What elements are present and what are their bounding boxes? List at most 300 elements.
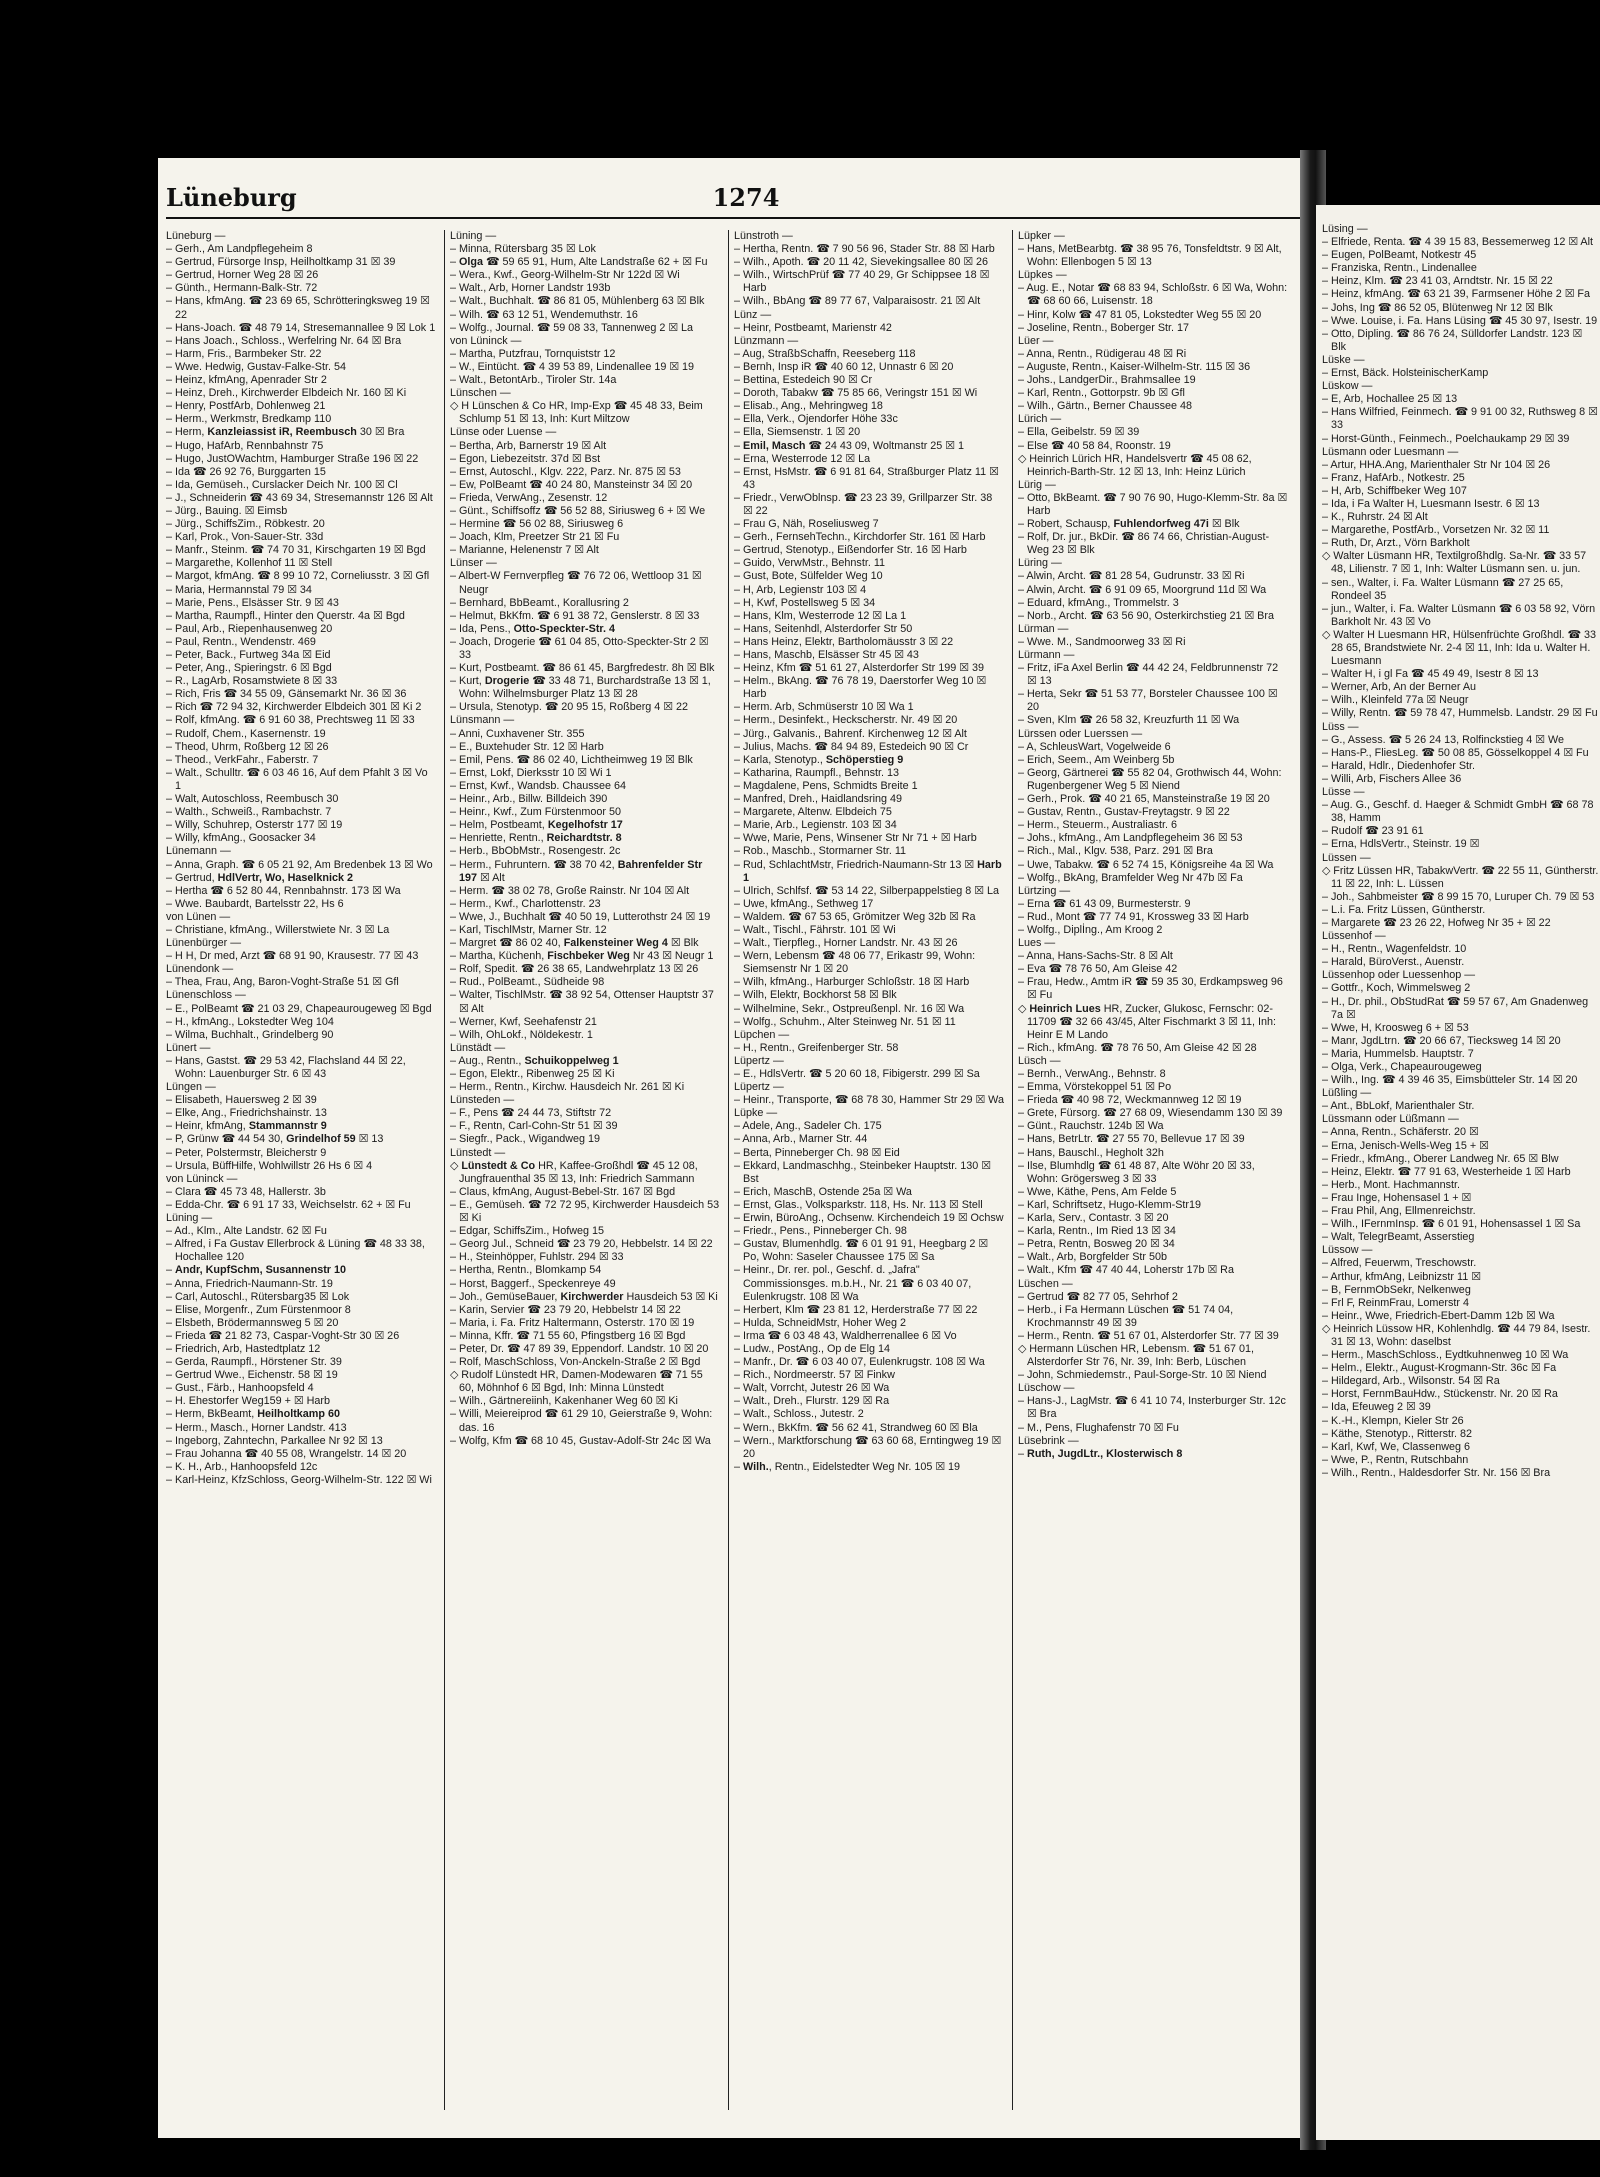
directory-entry: – Peter, Back., Furtweg 34a ☒ Eid [166,649,331,661]
directory-entry: – Heinz, kfmAng, Apenrader Str 2 [166,374,327,387]
directory-entry: – Manfr., Steinm. ☎ 74 70 31, Kirschgarten 19 ☒ Bgd [166,544,426,557]
directory-entry: – Elfriede, Renta. ☎ 4 39 15 83, Bessemerweg 12 ☒ Alt [1322,236,1594,249]
directory-entry: – Gerh., Am Landpflegeheim 8 [166,243,313,256]
directory-entry: – Heinr, Postbeamt, Marienstr 42 [734,321,892,334]
directory-entry: – Aug. G., Geschf. d. Haeger & Schmidt GmbH ☎ 68 78 38, Hamm [1322,799,1594,825]
directory-entry: – Elsbeth, Brödermannsweg 5 ☒ 20 [166,1316,339,1329]
directory-entry: – Martha, Küchenh, Fischbeker Weg Nr 43 ☒ Neugr 1 [450,950,714,963]
directory-entry: – Horst, FernmBauHdw., Stückenstr. Nr. 20 ☒ Ra [1322,1388,1558,1401]
directory-entry: – Olga ☎ 59 65 91, Hum, Alte Landstraße 62 + ☒ Fu [450,256,708,269]
directory-entry: – Herm., Steuerm., Australiastr. 6 [1018,819,1178,832]
directory-entry: – Eugen, PolBeamt, Notkestr 45 [1322,249,1477,262]
directory-entry: – Norb., Archt. ☎ 63 56 90, Osterkirchstieg 21 ☒ Bra [1018,609,1274,622]
directory-entry: – Wolfg., Journal. ☎ 59 08 33, Tannenweg 2 ☒ La [450,321,694,334]
directory-entry: ◇ Walter Lüsmann HR, Textilgroßhdlg. Sa-Nr. ☎ 33 57 48, Lilienstr. 7 ☒ 1, Inh: Walter Lüsmann sen. u. jun. [1322,550,1587,576]
directory-entry: – Jürg., Bauing. ☒ Eimsb [166,504,288,517]
directory-entry: – Johs., LandgerDir., Brahmsallee 19 [1018,374,1196,387]
page-header [166,183,1306,219]
directory-entry: – Ida, Pens., Otto-Speckter-Str. 4 [450,622,616,635]
directory-entry: – Karl, TischlMstr, Marner Str. 12 [450,923,607,936]
directory-entry: – Wilh., Rentn., Eidelstedter Weg Nr. 105 ☒ 19 [734,1460,961,1473]
directory-entry: – Anna, Graph. ☎ 6 05 21 92, Am Bredenbek 13 ☒ Wo [166,858,433,871]
directory-entry: ◇ Lünstedt & Co HR, Kaffee-Großhdl ☎ 45 12 08, Jungfrauenthal 35 ☒ 13, Inh: Friedrich Sammann [450,1159,698,1185]
directory-entry: – Gerda, Raumpfl., Hörstener Str. 39 [166,1356,342,1369]
surname-heading: Lürich — [1018,413,1062,426]
directory-entry: – Rolf, kfmAng. ☎ 6 91 60 38, Prechtsweg 11 ☒ 33 [166,714,415,727]
directory-entry: – Gertrud ☎ 82 77 05, Sehrhof 2 [1018,1290,1178,1303]
column-rule [1012,230,1013,2110]
directory-entry: – Alfred, i Fa Gustav Ellerbrock & Lüning ☎ 48 33 38, Hochallee 120 [166,1238,425,1264]
directory-entry: – Walt, TelegrBeamt, Asserstieg [1322,1231,1475,1244]
directory-entry: – Joach, Drogerie ☎ 61 04 85, Otto-Speckter-Str 2 ☒ 33 [450,635,709,661]
surname-heading: Lüssenhof — [1322,930,1386,943]
surname-heading: Lünz — [734,308,772,321]
directory-entry: – Emil, Pens. ☎ 86 02 40, Lichtheimweg 19 ☒ Blk [450,753,693,766]
column-rule [728,230,729,2110]
directory-entry: – E., PolBeamt ☎ 21 03 29, Chapeaurougeweg ☒ Bgd [166,1002,432,1015]
directory-entry: – Gertrud Wwe., Eichenstr. 58 ☒ 19 [166,1369,338,1382]
directory-entry: – F., Rentn, Carl-Cohn-Str 51 ☒ 39 [450,1120,618,1133]
directory-entry: – Anna, Friedrich-Naumann-Str. 19 [166,1277,333,1290]
directory-entry: – Karla, Rentn., Im Ried 13 ☒ 34 [1018,1225,1176,1238]
directory-entry: – Wilh., Rentn., Haldesdorfer Str. Nr. 156 ☒ Bra [1322,1466,1551,1479]
directory-entry: – Joh., GemüseBauer, Kirchwerder Hausdeich 53 ☒ Ki [450,1290,718,1303]
directory-entry: – Aug, StraßbSchaffn, Reeseberg 118 [734,347,916,360]
directory-entry: – P, Grünw ☎ 44 54 30, Grindelhof 59 ☒ 13 [166,1133,384,1146]
directory-entry: – Emil, Masch ☎ 24 43 09, Woltmanstr 25 ☒ 1 [734,439,964,452]
directory-entry: – Hugo, HafArb, Rennbahnstr 75 [166,439,324,452]
directory-entry: – Gertrud, HdlVertr, Wo, Haselknick 2 [166,871,354,884]
directory-entry: – Günt., Rauchstr. 124b ☒ Wa [1018,1120,1164,1133]
directory-entry: – Walth., Schweiß., Rambachstr. 7 [166,806,332,819]
surname-heading: Lünstädt — [450,1041,506,1054]
directory-entry: – Ida, Efeuweg 2 ☒ 39 [1322,1401,1431,1414]
surname-heading: Lüngen — [166,1081,216,1094]
directory-entry: – Ad., Klm., Alte Landstr. 62 ☒ Fu [166,1225,327,1238]
directory-entry: – Wwe. Louise, i. Fa. Hans Lüsing ☎ 45 30 97, Isestr. 19 [1322,314,1598,327]
directory-entry: – Ella, Geibelstr. 59 ☒ 39 [1018,426,1140,439]
surname-heading: Lüssmann oder Lüßmann — [1322,1113,1459,1126]
surname-heading: Lüssenhop oder Luessenhop — [1322,969,1476,982]
directory-entry: – Manr, JgdLtrn. ☎ 20 66 67, Tiecksweg 14 ☒ 20 [1322,1034,1561,1047]
directory-entry: – Harm, Fris., Barmbeker Str. 22 [166,347,322,360]
directory-entry: – E., HdlsVertr. ☎ 5 20 60 18, Fibigerstr. 299 ☒ Sa [734,1068,980,1080]
directory-entry: – Rudolf ☎ 23 91 61 [1322,825,1424,838]
surname-heading: Lüning — [166,1212,213,1225]
directory-entry: – Hans, Seitenhdl, Alsterdorfer Str 50 [734,622,913,635]
directory-entry: – Rud, SchlachtMstr, Friedrich-Naumann-Str 13 ☒ Harb 1 [734,858,1002,884]
directory-entry: – Magdalene, Pens, Schmidts Breite 1 [734,779,918,792]
directory-entry: – Andr, KupfSchm, Susannenstr 10 [166,1264,346,1277]
surname-heading: Lünsteden — [450,1094,515,1107]
directory-entry: – Anna, Rentn., Schäferstr. 20 ☒ [1322,1126,1479,1139]
directory-entry: – Elisabeth, Hauersweg 2 ☒ 39 [166,1094,317,1107]
directory-entry: – Helmut, BkKfm. ☎ 6 91 38 72, Genslerstr. 8 ☒ 33 [450,609,700,622]
directory-entry: – Georg Jul., Schneid ☎ 23 79 20, Hebbelstr. 14 ☒ 22 [450,1238,713,1251]
directory-entry: – Heinz, Elektr. ☎ 77 91 63, Westerheide 1 ☒ Harb [1322,1165,1571,1178]
directory-entry: – Manfr., Dr. ☎ 6 03 40 07, Eulenkrugstr. 108 ☒ Wa [734,1356,985,1369]
directory-entry: – Herm., Rentn. ☎ 51 67 01, Alsterdorfer Str. 77 ☒ 39 [1018,1329,1279,1342]
directory-entry: – Margarete ☎ 23 26 22, Hofweg Nr 35 + ☒ 22 [1322,916,1551,929]
directory-entry: – Ella, Siemsenstr. 1 ☒ 20 [734,426,861,439]
directory-entry: – Ernst, Kwf., Wandsb. Chaussee 64 [450,779,627,792]
directory-entry: – Hans, kfmAng. ☎ 23 69 65, Schrötteringksweg 19 ☒ 22 [166,295,430,321]
directory-entry: – Bernhard, BbBeamt., Korallusring 2 [450,596,629,609]
directory-entry: – Friedr., kfmAng., Oberer Landweg Nr. 65 ☒ Blw [1322,1152,1559,1165]
directory-entry: – Herb., Mont. Hachmannstr. [1322,1178,1461,1191]
directory-entry: ◇ Rudolf Lünstedt HR, Damen-Modewaren ☎ 71 55 60, Möhnhof 6 ☒ Bgd, Inh: Minna Lünstedt [450,1369,703,1395]
directory-entry: – Margot, kfmAng. ☎ 8 99 10 72, Corneliusstr. 3 ☒ Gfl [166,570,430,583]
directory-column-4 [1018,230,1288,2130]
directory-entry: – Ernst, Autoschl., Klgv. 222, Parz. Nr. 875 ☒ 53 [450,465,681,478]
directory-entry: – Gertrud, Stenotyp., Eißendorfer Str. 16 ☒ Harb [734,544,967,557]
surname-heading: Lüsebrink — [1018,1434,1079,1447]
surname-heading: Lürtzing — [1018,884,1071,897]
directory-entry: – Herm. ☎ 38 02 78, Große Rainstr. Nr 104 ☒ Alt [450,884,690,897]
directory-entry: – Bettina, Estedeich 90 ☒ Cr [734,374,873,387]
directory-entry: – Erich, MaschB, Ostende 25a ☒ Wa [734,1185,912,1198]
directory-entry: – Bernh, Insp iR ☎ 40 60 12, Unnastr 6 ☒ 20 [734,360,954,373]
directory-entry: – Heinr, kfmAng, Stammannstr 9 [166,1120,327,1133]
directory-entry: – Frieda ☎ 21 82 73, Caspar-Voght-Str 30 ☒ 26 [166,1329,400,1342]
directory-entry: – F., Pens ☎ 24 44 73, Stiftstr 72 [450,1107,612,1120]
directory-entry: – Wwe. M., Sandmoorweg 33 ☒ Ri [1018,635,1186,648]
directory-entry: – Johs., kfmAng., Am Landpflegeheim 36 ☒ 53 [1018,832,1243,845]
directory-entry: – Wolfg, Kfm ☎ 68 10 45, Gustav-Adolf-Str 24c ☒ Wa [450,1434,711,1447]
directory-entry: – Olga, Verk., Chapeaurougeweg [1322,1061,1482,1073]
directory-entry: – Gerh., FernsehTechn., Kirchdorfer Str. 161 ☒ Harb [734,531,986,544]
directory-entry: – Hertha, Rentn. ☎ 7 90 56 96, Stader Str. 88 ☒ Harb [734,243,995,256]
directory-entry: – Herm., Werkmstr, Bredkamp 110 [166,413,332,426]
directory-entry: – H, Arb, Legienstr 103 ☒ 4 [734,583,867,596]
directory-entry: – Edda-Chr. ☎ 6 91 17 33, Weichselstr. 62 + ☒ Fu [166,1198,411,1211]
directory-entry: – Paul, Rentn., Wendenstr. 469 [166,635,316,648]
directory-entry: – Wwe, J., Buchhalt ☎ 40 50 19, Lutterothstr 24 ☒ 19 [450,910,711,923]
directory-entry: – Margarethe, PostfArb., Vorsetzen Nr. 32 ☒ 11 [1322,524,1550,537]
directory-entry: – Willi, Meiereiprod ☎ 61 29 10, Geierstraße 9, Wohn: das. 16 [450,1408,713,1434]
directory-entry: – Georg, Gärtnerei ☎ 55 82 04, Grothwisch 44, Wohn: Rugenbergener Weg 5 ☒ Niend [1018,766,1282,792]
directory-entry: – Minna, Rütersbarg 35 ☒ Lok [450,243,596,256]
directory-entry: – Katharina, Raumpfl., Behnstr. 13 [734,766,900,779]
directory-entry: – Peter, Polstermstr, Bleicherstr 9 [166,1146,327,1159]
directory-entry: – Hans Heinz, Elektr, Bartholomäusstr 3 ☒ 22 [734,635,954,648]
directory-column-1 [166,230,436,2130]
directory-entry: – Rich., Nordmeerstr. 57 ☒ Finkw [734,1369,895,1382]
directory-entry: – Heinr., Wwe, Friedrich-Ebert-Damm 12b ☒ Wa [1322,1309,1555,1322]
directory-entry: – Margarete, Altenw. Elbdeich 75 [734,806,892,819]
surname-heading: Lüer — [1018,334,1054,347]
directory-entry: – Walt., Tierpfleg., Horner Landstr. Nr. 43 ☒ 26 [734,937,958,950]
directory-entry: – Jürg., SchiffsZim., Röbkestr. 20 [166,518,325,531]
directory-entry: – Walt., Kfm ☎ 47 40 44, Loherstr 17b ☒ Ra [1018,1264,1234,1277]
directory-entry: – Gust., Färb., Hanhoopsfeld 4 [166,1382,314,1395]
directory-entry: – Wern., Marktforschung ☎ 63 60 68, Erntingweg 19 ☒ 20 [734,1434,1002,1460]
directory-entry: – Heinr., Transporte, ☎ 68 78 30, Hammer Str 29 ☒ Wa [734,1094,1004,1107]
directory-entry: – Rich, Fris ☎ 34 55 09, Gänsemarkt Nr. 36 ☒ 36 [166,688,407,701]
surname-heading: von Lüninck — [450,334,522,347]
surname-heading: Lünzmann — [734,334,799,347]
surname-heading: Lüske — [1322,353,1365,366]
directory-entry: – Walt., Schloss., Jutestr. 2 [734,1408,864,1421]
directory-entry: – Helm., BkAng. ☎ 76 78 19, Daerstorfer Weg 10 ☒ Harb [734,675,987,701]
directory-entry: – Herm., Desinfekt., Heckscherstr. Nr. 49 ☒ 20 [734,714,958,727]
directory-entry: – jun., Walter, i. Fa. Walter Lüsmann ☎ 6 03 58 92, Vörn Barkholt Nr. 43 ☒ Vo [1322,602,1596,628]
directory-entry: – Ida, Gemüseh., Curslacker Deich Nr. 100 ☒ Cl [166,478,398,491]
directory-entry: ◇ Walter H Luesmann HR, Hülsenfrüchte Großhdl. ☎ 33 28 65, Brandstwiete Nr. 2-4 ☒ 11, Inh: Ida u. Walter H. Luesmann [1322,628,1596,668]
directory-entry: – Erich, Seem., Am Weinberg 5b [1018,753,1175,766]
directory-entry: – Anna, Rentn., Rüdigerau 48 ☒ Ri [1018,347,1187,360]
directory-entry: – Wern., BkKfm. ☎ 56 62 41, Strandweg 60 ☒ Bla [734,1421,978,1434]
directory-entry: ◇ Hermann Lüschen HR, Lebensm. ☎ 51 67 01, Alsterdorfer Str 76, Nr. 39, Inh: Berb, Lüschen [1018,1342,1255,1369]
surname-heading: Lüpertz — [734,1054,784,1067]
directory-entry: – Wilhelmine, Sekr., Ostpreußenpl. Nr. 16 ☒ Wa [734,1002,965,1015]
surname-heading: Lüskow — [1322,380,1373,393]
directory-entry: – Walt., Schulltr. ☎ 6 03 46 16, Auf dem Pfahlt 3 ☒ Vo 1 [166,766,428,792]
directory-entry: – Walter, TischlMstr. ☎ 38 92 54, Ottenser Hauptstr 37 ☒ Alt [450,989,714,1015]
directory-entry: – Marianne, Helenenstr 7 ☒ Alt [450,544,599,557]
running-head-city: Lüneburg [166,183,297,212]
directory-entry: – Ernst, HsMstr. ☎ 6 91 81 64, Straßburger Platz 11 ☒ 43 [734,465,999,491]
directory-entry: – Erna ☎ 61 43 09, Burmesterstr. 9 [1018,897,1191,910]
directory-entry: ◇ Heinrich Lürich HR, Handelsvertr ☎ 45 08 62, Heinrich-Barth-Str. 12 ☒ 13, Inh: Heinz Lürich [1018,452,1252,478]
directory-entry: – Peter, Ang., Spieringstr. 6 ☒ Bgd [166,662,332,675]
directory-entry: – Frieda, VerwAng., Zesenstr. 12 [450,491,608,504]
directory-entry: – Ursula, BüffHilfe, Wohlwillstr 26 Hs 6 ☒ 4 [166,1159,373,1172]
directory-entry: – Hans, Gastst. ☎ 29 53 42, Flachsland 44 ☒ 22, Wohn: Lauenburger Str. 6 ☒ 43 [166,1054,406,1080]
directory-entry: – Franz, HafArb., Notkestr. 25 [1322,471,1465,484]
directory-entry: – Heinr., Arb., Billw. Billdeich 390 [450,793,608,806]
directory-entry: – Friedr., Pens., Pinneberger Ch. 98 [734,1225,907,1238]
directory-entry: – Wilh., BbAng ☎ 89 77 67, Valparaisostr. 21 ☒ Alt [734,295,981,308]
directory-entry: – Rich., Mal., Klgv. 538, Parz. 291 ☒ Bra [1018,845,1213,858]
surname-heading: Lüpke — [734,1107,778,1120]
directory-entry: – Wilh., Ing. ☎ 4 39 46 35, Eimsbütteler Str. 14 ☒ 20 [1322,1074,1578,1087]
directory-entry: – Wilh., Kleinfeld 77a ☒ Neugr [1322,694,1469,707]
directory-entry: – Rudolf, Chem., Kasernenstr. 19 [166,727,326,740]
directory-entry: – Maria, Hermannstal 79 ☒ 34 [166,583,312,596]
directory-entry: – Heinz, kfmAng. ☎ 63 21 39, Farmsener Höhe 2 ☒ Fa [1322,288,1590,301]
directory-entry: – Frl F, ReinmFrau, Lomerstr 4 [1322,1296,1469,1309]
directory-entry: – Frau Johanna ☎ 40 55 08, Wrangelstr. 14 ☒ 20 [166,1447,407,1460]
directory-entry: – L.i. Fa. Fritz Lüssen, Güntherstr. [1322,903,1486,916]
directory-entry: – Gertrud, Fürsorge Insp, Heilholtkamp 31 ☒ 39 [166,256,396,269]
directory-entry: – Heinz, Dreh., Kirchwerder Elbdeich Nr. 160 ☒ Ki [166,387,407,400]
surname-heading: Lünert — [166,1041,211,1054]
directory-entry: – Wwe, Käthe, Pens, Am Felde 5 [1018,1185,1177,1198]
directory-entry: – R., LagArb, Rosamstwiete 8 ☒ 33 [166,675,338,688]
directory-entry: – Hans Joach., Schloss., Werfelring Nr. 64 ☒ Bra [166,334,402,347]
directory-entry: – Karla, Serv., Contastr. 3 ☒ 20 [1018,1212,1169,1225]
directory-entry: – Auguste, Rentn., Kaiser-Wilhelm-Str. 115 ☒ 36 [1018,360,1251,373]
directory-entry: – Werner, Arb, An der Berner Au [1322,681,1477,694]
directory-entry: – Ursula, Stenotyp. ☎ 20 95 15, Roßberg 4 ☒ 22 [450,701,688,714]
directory-entry: – Ella, Verk., Ojendorfer Höhe 33c [734,413,898,426]
directory-entry: – Günth., Hermann-Balk-Str. 72 [166,282,318,295]
directory-entry: – Hans, Maschb, Elsässer Str 45 ☒ 43 [734,649,919,661]
surname-heading: Lünschen — [450,387,511,400]
directory-entry: – Alfred, Feuerwm, Treschowstr. [1322,1257,1477,1270]
directory-entry: – Joach, Klm, Preetzer Str 21 ☒ Fu [450,531,620,544]
directory-entry: – Erna, HdlsVertr., Steinstr. 19 ☒ [1322,838,1480,851]
surname-heading: Lues — [1018,937,1056,950]
directory-entry: – Carl, Autoschl., Rütersbarg35 ☒ Lok [166,1290,350,1303]
directory-entry: – Ernst, Bäck. HolsteinischerKamp [1322,367,1489,380]
directory-entry: – Horst, Baggerf., Speckenreye 49 [450,1277,616,1290]
directory-entry: – Uwe, Tabakw. ☎ 6 52 74 15, Königsreihe 4a ☒ Wa [1018,858,1274,871]
directory-entry: – G., Assess. ☎ 5 26 24 13, Rolfinckstieg 4 ☒ We [1322,733,1564,746]
surname-heading: Lünsmann — [450,714,515,727]
directory-entry: – Hans, MetBearbtg. ☎ 38 95 76, Tonsfeldtstr. 9 ☒ Alt, Wohn: Ellenbogen 5 ☒ 13 [1018,243,1282,269]
directory-page [158,158,1308,2138]
directory-entry: – Hans, Klm, Westerrode 12 ☒ La 1 [734,609,907,622]
directory-entry: – Gertrud, Horner Weg 28 ☒ 26 [166,269,319,282]
directory-entry: – Albert-W Fernverpfleg ☎ 76 72 06, Wettloop 31 ☒ Neugr [450,570,702,596]
directory-entry: – Gustav, Blumenhdlg. ☎ 6 01 91 91, Heegbarg 2 ☒ Po, Wohn: Saseler Chaussee 175 ☒ Sa [734,1238,989,1264]
surname-heading: Lüring — [1018,557,1062,570]
directory-entry: – Frau Phil, Ang, Ellmenreichstr. [1322,1205,1476,1218]
directory-entry: – Karl, Prok., Von-Sauer-Str. 33d [166,531,324,544]
directory-entry: – H, Kwf, Postellsweg 5 ☒ 34 [734,596,876,609]
directory-entry: – E., Buxtehuder Str. 12 ☒ Harb [450,740,604,753]
directory-entry: – Siegfr., Pack., Wigandweg 19 [450,1133,601,1146]
directory-entry: – Hildegard, Arb., Wilsonstr. 54 ☒ Ra [1322,1375,1500,1388]
directory-entry: – Joh., Sahbmeister ☎ 8 99 15 70, Luruper Ch. 79 ☒ 53 [1322,890,1595,903]
directory-entry: – Walt., Arb, Horner Landstr 193b [450,282,611,295]
directory-entry: – Uwe, kfmAng., Sethweg 17 [734,897,874,910]
directory-entry: – Paul, Arb., Riepenhausenweg 20 [166,622,333,635]
directory-entry: – Friedrich, Arb, Hastedtplatz 12 [166,1342,321,1355]
directory-entry: – Wwe, H, Kroosweg 6 + ☒ 53 [1322,1021,1469,1034]
directory-entry: – Frau, Hedw., Amtm iR ☎ 59 35 30, Erdkampsweg 96 ☒ Fu [1018,976,1283,1002]
directory-entry: – Clara ☎ 45 73 48, Hallerstr. 3b [166,1185,326,1198]
directory-entry: – Aug. E., Notar ☎ 68 83 94, Schloßstr. 6 ☒ Wa, Wohn: ☎ 68 60 66, Luisenstr. 18 [1018,282,1288,308]
directory-entry: – Berta, Pinneberger Ch. 98 ☒ Eid [734,1146,900,1159]
directory-entry: – Ruth, Dr, Arzt., Vörn Barkholt [1322,537,1470,550]
directory-entry: – Herb., i Fa Hermann Lüschen ☎ 51 74 04, Krochmannstr 49 ☒ 39 [1018,1303,1234,1329]
directory-entry: – Alwin, Archt. ☎ 81 28 54, Gudrunstr. 33 ☒ Ri [1018,570,1245,583]
directory-entry: – Joseline, Rentn., Boberger Str. 17 [1018,321,1190,334]
surname-heading: Lüsmann oder Luesmann — [1322,445,1459,458]
directory-entry: – Rolf, Spedit. ☎ 26 38 65, Landwehrplatz 13 ☒ 26 [450,963,699,976]
directory-entry: – Wilh., Gärtn., Berner Chaussee 48 [1018,400,1193,413]
surname-heading: Lüning — [450,230,497,242]
directory-entry: – M., Pens, Flughafenstr 70 ☒ Fu [1018,1421,1179,1434]
directory-entry: – Rich., kfmAng. ☎ 78 76 50, Am Gleise 42 ☒ 28 [1018,1041,1257,1054]
directory-entry: – Margarethe, Kollenhof 11 ☒ Stell [166,557,333,570]
directory-entry: – Willy, Schuhrep, Osterstr 177 ☒ 19 [166,819,343,832]
surname-heading: Lünenschloss — [166,989,246,1002]
directory-entry: – Hans-J., LagMstr. ☎ 6 41 10 74, Insterburger Str. 12c ☒ Bra [1018,1395,1286,1421]
directory-entry: – Manfred, Dreh., Haidlandsring 49 [734,793,903,806]
directory-entry: – Ilse, Blumhdlg ☎ 61 48 87, Alte Wöhr 20 ☒ 33, Wohn: Grögersweg 3 ☒ 33 [1018,1159,1255,1185]
directory-entry: – Frau G, Näh, Roseliusweg 7 [734,518,879,531]
directory-entry: – Hans Wilfried, Feinmech. ☎ 9 91 00 32, Ruthsweg 8 ☒ 33 [1322,406,1598,432]
directory-entry: – Käthe, Stenotyp., Ritterstr. 82 [1322,1427,1473,1440]
directory-entry: – Doroth, Tabakw ☎ 75 85 66, Veringstr 151 ☒ Wi [734,387,978,400]
directory-entry: – Hans-Joach. ☎ 48 79 14, Stresemannallee 9 ☒ Lok 1 [166,321,436,334]
directory-entry: – Elke, Ang., Friedrichshainstr. 13 [166,1107,327,1120]
surname-heading: Lüpchen — [734,1028,790,1041]
surname-heading: Lürig — [1018,478,1056,491]
directory-entry: – A, SchleusWart, Vogelweide 6 [1018,740,1171,753]
directory-entry: – Herb., BbObMstr., Rosengestr. 2c [450,845,621,858]
directory-entry: – Waldem. ☎ 67 53 65, Grömitzer Weg 32b ☒ Ra [734,910,976,923]
directory-entry: – Hinr, Kolw ☎ 47 81 05, Lokstedter Weg 55 ☒ 20 [1018,308,1262,321]
directory-entry: – Ingeborg, Zahntechn, Parkallee Nr 92 ☒ 13 [166,1434,383,1447]
directory-entry: – Otto, BkBeamt. ☎ 7 90 76 90, Hugo-Klemm-Str. 8a ☒ Harb [1018,491,1288,517]
directory-entry: – Minna, Kffr. ☎ 71 55 60, Pfingstberg 16 ☒ Bgd [450,1329,686,1342]
directory-entry: – Ekkard, Landmaschhg., Steinbeker Hauptstr. 130 ☒ Bst [734,1159,991,1185]
directory-entry: – W., Eintücht. ☎ 4 39 53 89, Lindenallee 19 ☒ 19 [450,360,695,373]
directory-entry: – Herta, Sekr ☎ 51 53 77, Borsteler Chaussee 100 ☒ 20 [1018,688,1278,714]
directory-entry: – Eduard, kfmAng., Trommelstr. 3 [1018,596,1179,609]
directory-entry: – H., Dr. phil., ObStudRat ☎ 59 57 67, Am Gnadenweg 7a ☒ [1322,995,1589,1021]
directory-entry: – Helm, Postbeamt, Kegelhofstr 17 [450,819,623,832]
directory-entry: – Herm., Masch., Horner Landstr. 413 [166,1421,347,1434]
directory-entry: – Rich ☎ 72 94 32, Kirchwerder Elbdeich 301 ☒ Ki 2 [166,701,422,714]
directory-entry: – Frau Inge, Hohensasel 1 + ☒ [1322,1191,1472,1204]
directory-entry: – Ernst, Lokf, Dierksstr 10 ☒ Wi 1 [450,766,612,779]
surname-heading: Lünse oder Luense — [450,426,557,439]
directory-entry: – Harald, Hdlr., Diedenhofer Str. [1322,759,1476,772]
surname-heading: Lünendonk — [166,963,234,976]
directory-entry: – Herm, Kanzleiassist iR, Reembusch 30 ☒ Bra [166,426,405,439]
directory-entry: – Heinr., Kwf., Zum Fürstenmoor 50 [450,806,622,819]
directory-entry: – Christiane, kfmAng., Willerstwiete Nr. 3 ☒ La [166,923,390,936]
directory-entry: – Walt., Buchhalt. ☎ 86 81 05, Mühlenberg 63 ☒ Blk [450,295,705,308]
directory-entry: – J., Schneiderin ☎ 43 69 34, Stresemannstr 126 ☒ Alt [166,491,433,504]
directory-entry: – Wwe. Baubardt, Bartelsstr 22, Hs 6 [166,897,344,910]
directory-entry: – Bernh., VerwAng., Behnstr. 8 [1018,1068,1166,1080]
directory-entry: – Willy, kfmAng., Goosacker 34 [166,832,316,845]
directory-entry: – Werner, Kwf, Seehafenstr 21 [450,1015,597,1028]
directory-entry: – Wilh., Gärtnereiinh, Kakenhaner Weg 60 ☒ Ki [450,1395,678,1408]
directory-entry: – Bertha, Arb, Barnerstr 19 ☒ Alt [450,439,607,452]
directory-entry: – H., kfmAng., Lokstedter Weg 104 [166,1015,334,1028]
directory-entry: – Herm. Arb, Schmüserstr 10 ☒ Wa 1 [734,701,914,714]
directory-entry: – Kurt, Drogerie ☎ 33 48 71, Burchardstraße 13 ☒ 1, Wohn: Wilhelmsburger Platz 13 ☒ 28 [450,675,711,701]
directory-entry: – Gust, Bote, Sülfelder Weg 10 [734,570,883,583]
directory-entry: – E, Arb, Hochallee 25 ☒ 13 [1322,393,1458,406]
directory-entry: – Ernst, Glas., Volksparkstr. 118, Hs. Nr. 113 ☒ Stell [734,1198,983,1211]
directory-entry: – Friedr., VerwOblnsp. ☎ 23 23 39, Grillparzer Str. 38 ☒ 22 [734,491,993,517]
surname-heading: Lünenbürger — [166,937,242,950]
directory-entry: – Walt., BetontArb., Tiroler Str. 14a [450,374,617,387]
surname-heading: von Lünen — [166,910,231,923]
directory-entry: – Wwe, Marie, Pens, Winsener Str Nr 71 + ☒ Harb [734,832,977,845]
directory-entry: – Else ☎ 40 58 84, Roonstr. 19 [1018,439,1171,452]
directory-entry: – Marie, Pens., Elsässer Str. 9 ☒ 43 [166,596,339,609]
surname-heading: Lüsch — [1018,1054,1061,1067]
directory-entry: – Rob., Maschb., Stormarner Str. 11 [734,845,907,858]
directory-entry: – Karla, Stenotyp., Schöperstieg 9 [734,753,904,766]
surname-heading: Lüpkes — [1018,269,1067,282]
directory-entry: – Theod., VerkFahr., Faberstr. 7 [166,753,319,766]
directory-entry: – Wilh., Apoth. ☎ 20 11 42, Sievekingsallee 80 ☒ 26 [734,256,989,269]
directory-entry: – Marie, Arb., Legienstr. 103 ☒ 34 [734,819,897,832]
surname-heading: Lüschow — [1018,1382,1075,1395]
surname-heading: Lürmann — [1018,649,1075,661]
directory-entry: – H, Arb, Schiffbeker Weg 107 [1322,484,1467,497]
directory-entry: – H., Rentn., Greifenberger Str. 58 [734,1041,899,1054]
surname-heading: Lüßling — [1322,1087,1372,1100]
directory-entry: – Wera., Kwf., Georg-Wilhelm-Str Nr 122d ☒ Wi [450,269,680,282]
directory-entry: – Herbert, Klm ☎ 23 81 12, Herderstraße 77 ☒ 22 [734,1303,978,1316]
directory-entry: – Wilh, kfmAng., Harburger Schloßstr. 18 ☒ Harb [734,976,970,989]
directory-entry: – Fritz, iFa Axel Berlin ☎ 44 42 24, Feldbrunnenstr 72 ☒ 13 [1018,662,1279,688]
directory-entry: – Günt., Schiffsoffz ☎ 56 52 88, Siriusweg 6 + ☒ We [450,504,706,517]
directory-entry: – Thea, Frau, Ang, Baron-Voght-Straße 51 ☒ Gfl [166,976,399,989]
